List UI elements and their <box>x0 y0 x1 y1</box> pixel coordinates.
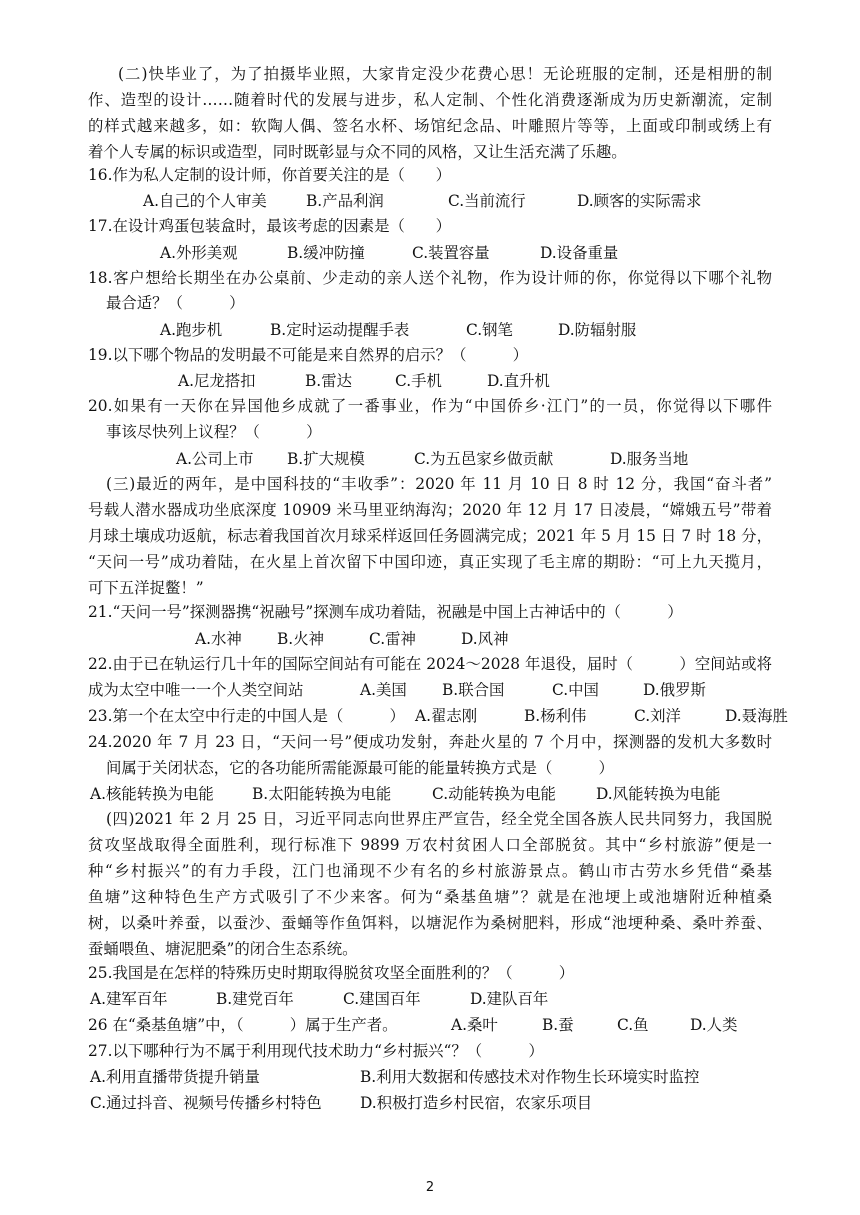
question-21-option-c: C.雷神 <box>369 630 416 648</box>
question-26-option-b: B.蚕 <box>542 1016 574 1034</box>
question-20-option-b: B.扩大规模 <box>287 450 365 468</box>
question-21-option-a: A.水神 <box>195 630 242 648</box>
section-3-line: 号载人潜水器成功坐底深度 10909 米马里亚纳海沟；2020 年 12 月 17 日凌晨，“嫦娥五号”带着 <box>88 501 772 519</box>
question-19-option-c: C.手机 <box>395 372 442 390</box>
question-27-option-d: D.积极打造乡村民宿，农家乐项目 <box>360 1094 593 1112</box>
section-3-line: 可下五洋捉鳖！” <box>88 579 204 597</box>
question-20-option-c: C.为五邑家乡做贡献 <box>414 450 554 468</box>
question-25-stem: 25.我国是在怎样的特殊历史时期取得脱贫攻坚全面胜利的？（ ） <box>88 964 575 982</box>
question-23-stem: 23.第一个在太空中行走的中国人是（ ） <box>88 707 405 725</box>
question-20-option-d: D.服务当地 <box>610 450 689 468</box>
question-18-stem: 18.客户想给长期坐在办公桌前、少走动的亲人送个礼物，作为设计师的你，你觉得以下哪个礼物 <box>88 269 772 287</box>
question-27-option-a: A.利用直播带货提升销量 <box>90 1068 260 1086</box>
question-21-option-b: B.火神 <box>277 630 324 648</box>
section-4-line: 种“乡村振兴”的有力手段，江门也涌现不少有名的乡村旅游景点。鹤山市古劳水乡凭借“桑基 <box>88 862 772 880</box>
question-16-option-d: D.顾客的实际需求 <box>577 192 702 210</box>
question-18-option-b: B.定时运动提醒手表 <box>270 321 410 339</box>
question-26-option-d: D.人类 <box>690 1016 738 1034</box>
section-3-line: “天问一号”成功着陆，在火星上首次留下中国印迹，真正实现了毛主席的期盼：“可上九天揽月， <box>88 553 772 571</box>
question-24-stem: 24.2020 年 7 月 23 日，“天问一号”便成功发射，奔赴火星的 7 个月中，探测器的发机大多数时 <box>88 733 772 751</box>
page-number: 2 <box>425 1180 435 1195</box>
question-25-option-d: D.建队百年 <box>470 990 549 1008</box>
question-26-option-a: A.桑叶 <box>451 1016 498 1034</box>
question-16-option-c: C.当前流行 <box>448 192 526 210</box>
question-21-stem: 21.“天问一号”探测器携“祝融号”探测车成功着陆，祝融是中国上古神话中的（ ） <box>88 603 683 621</box>
question-23-option-c: C.刘洋 <box>634 707 681 725</box>
question-22-option-a: A.美国 <box>360 681 407 699</box>
section-2-line: 的样式越来越多，如：软陶人偶、签名水杯、场馆纪念品、叶雕照片等等，上面或印制或绣上有 <box>88 117 772 135</box>
question-16-option-a: A.自己的个人审美 <box>143 192 267 210</box>
question-22-option-c: C.中国 <box>552 681 599 699</box>
question-18-stem-continued: 最合适？（ ） <box>106 294 245 312</box>
question-19-stem: 19.以下哪个物品的发明最不可能是来自然界的启示？（ ） <box>88 346 529 364</box>
question-17-option-a: A.外形美观 <box>160 244 238 262</box>
question-24-stem-continued: 间属于关闭状态，它的各功能所需能源最可能的能量转换方式是（ ） <box>106 759 614 777</box>
question-19-option-a: A.尼龙搭扣 <box>178 372 256 390</box>
question-17-stem: 17.在设计鸡蛋包装盒时，最该考虑的因素是（ ） <box>88 217 452 235</box>
section-2-line: 作、造型的设计……随着时代的发展与进步，私人定制、个性化消费逐渐成为历史新潮流，定制 <box>88 91 772 109</box>
question-23-option-d: D.聂海胜 <box>725 707 788 725</box>
question-23-option-a: A.翟志刚 <box>415 707 478 725</box>
question-18-option-a: A.跑步机 <box>160 321 223 339</box>
question-17-option-d: D.设备重量 <box>540 244 619 262</box>
section-4-line: (四)2021 年 2 月 25 日，习近平同志向世界庄严宣告，经全党全国各族人民共同努力，我国脱 <box>106 810 772 828</box>
question-22-option-d: D.俄罗斯 <box>643 681 706 699</box>
question-19-option-b: B.雷达 <box>305 372 352 390</box>
question-24-option-a: A.核能转换为电能 <box>90 785 214 803</box>
question-27-stem: 27.以下哪种行为不属于利用现代技术助力“乡村振兴“？（ ） <box>88 1042 544 1060</box>
question-16-stem: 16.作为私人定制的设计师，你首要关注的是（ ） <box>88 166 452 184</box>
section-2-line: 着个人专属的标识或造型，同时既彰显与众不同的风格，又让生活充满了乐趣。 <box>88 143 627 161</box>
question-25-option-b: B.建党百年 <box>216 990 294 1008</box>
question-26-stem: 26 在“桑基鱼塘”中，（ ）属于生产者。 <box>88 1016 398 1034</box>
section-4-line: 树，以桑叶养蚕，以蚕沙、蚕蛹等作鱼饵料，以塘泥作为桑树肥料，形成“池埂种桑、桑叶养蚕、 <box>88 914 772 932</box>
question-20-option-a: A.公司上市 <box>176 450 254 468</box>
question-21-option-d: D.风神 <box>461 630 509 648</box>
section-3-line: (三)最近的两年，是中国科技的“丰收季”：2020 年 11 月 10 日 8 时 12 分，我国“奋斗者” <box>106 475 772 493</box>
question-24-option-b: B.太阳能转换为电能 <box>252 785 392 803</box>
question-19-option-d: D.直升机 <box>487 372 550 390</box>
question-27-option-b: B.利用大数据和传感技术对作物生长环境实时监控 <box>360 1068 700 1086</box>
question-25-option-a: A.建军百年 <box>90 990 168 1008</box>
question-25-option-c: C.建国百年 <box>343 990 421 1008</box>
question-17-option-b: B.缓冲防撞 <box>287 244 365 262</box>
question-26-option-c: C.鱼 <box>617 1016 649 1034</box>
section-4-line: 贫攻坚战取得全面胜利，现行标准下 9899 万农村贫困人口全部脱贫。其中“乡村旅游”便是一 <box>88 836 772 854</box>
question-23-option-b: B.杨利伟 <box>524 707 587 725</box>
question-27-option-c: C.通过抖音、视频号传播乡村特色 <box>90 1094 322 1112</box>
section-2-line: (二)快毕业了，为了拍摄毕业照，大家肯定没少花费心思！无论班服的定制，还是相册的制 <box>118 65 772 83</box>
question-20-stem: 20.如果有一天你在异国他乡成就了一番事业，作为“中国侨乡·江门”的一员，你觉得以下哪件 <box>88 397 772 415</box>
section-4-line: 蚕蛹喂鱼、塘泥肥桑”的闭合生态系统。 <box>88 940 358 958</box>
question-24-option-c: C.动能转换为电能 <box>432 785 556 803</box>
question-17-option-c: C.装置容量 <box>412 244 490 262</box>
question-22-option-b: B.联合国 <box>442 681 505 699</box>
question-18-option-c: C.钢笔 <box>466 321 513 339</box>
question-22-stem-continued: 成为太空中唯一一个人类空间站 <box>88 681 304 699</box>
question-22-stem: 22.由于已在轨运行几十年的国际空间站有可能在 2024～2028 年退役，届时（ ）空间站或将 <box>88 655 772 673</box>
section-3-line: 月球土壤成功返航，标志着我国首次月球采样返回任务圆满完成；2021 年 5 月 15 日 7 时 18 分， <box>88 527 772 545</box>
question-20-stem-continued: 事该尽快列上议程？（ ） <box>106 423 322 441</box>
section-4-line: 鱼塘”这种特色生产方式吸引了不少来客。何为“桑基鱼塘”？就是在池埂上或池塘附近种植桑 <box>88 888 772 906</box>
question-16-option-b: B.产品利润 <box>306 192 384 210</box>
question-18-option-d: D.防辐射服 <box>558 321 637 339</box>
question-24-option-d: D.风能转换为电能 <box>596 785 721 803</box>
